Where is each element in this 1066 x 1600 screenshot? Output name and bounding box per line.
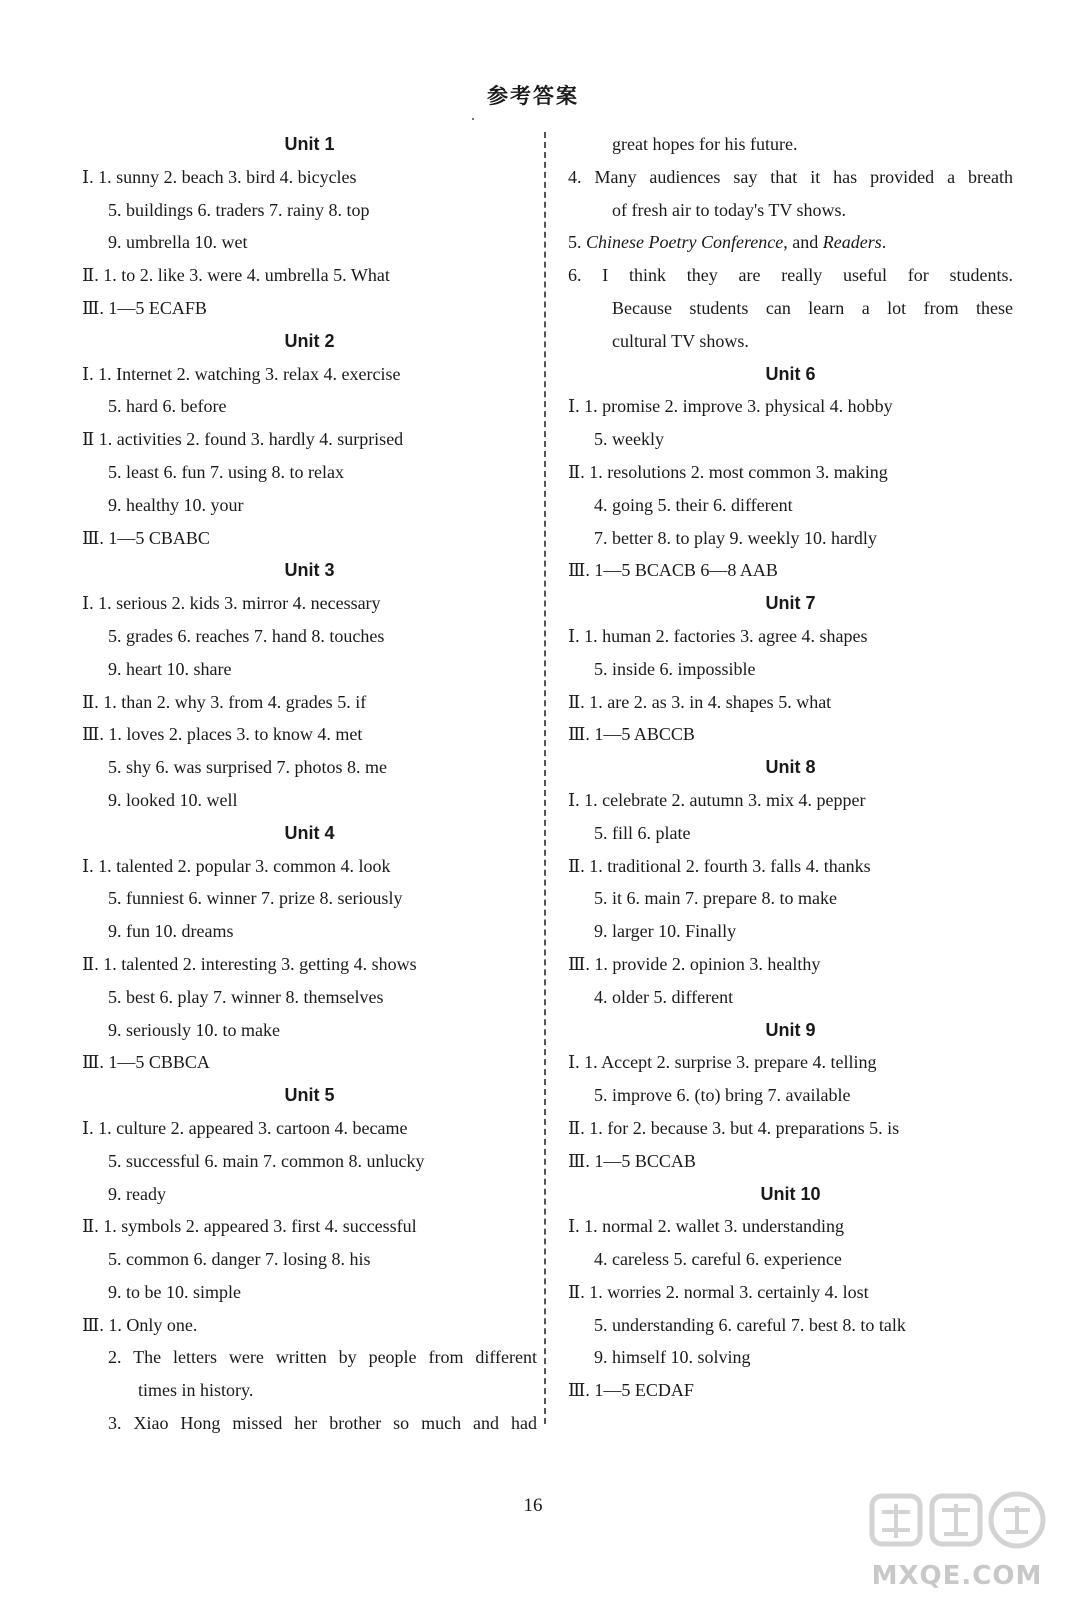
answer-line: 9. ready bbox=[108, 1183, 166, 1204]
answer-line: 5. inside 6. impossible bbox=[594, 658, 756, 679]
answer-line: 5. improve 6. (to) bring 7. available bbox=[594, 1085, 851, 1106]
answer-line: 3. Xiao Hong missed her brother so much and had bbox=[108, 1413, 537, 1434]
unit-heading: Unit 7 bbox=[765, 593, 816, 614]
answer-line: Ⅱ. 1. resolutions 2. most common 3. making bbox=[568, 461, 888, 482]
unit-heading: Unit 3 bbox=[284, 560, 335, 581]
answer-line: Ⅲ. 1. Only one. bbox=[82, 1314, 198, 1335]
answer-line: 5. fill 6. plate bbox=[594, 822, 691, 843]
column-divider bbox=[544, 132, 546, 1424]
answer-line: 9. to be 10. simple bbox=[108, 1281, 241, 1302]
answer-line: 4. careless 5. careful 6. experience bbox=[594, 1249, 842, 1270]
answer-line: 5. buildings 6. traders 7. rainy 8. top bbox=[108, 199, 370, 220]
answer-line: Ⅱ. 1. symbols 2. appeared 3. first 4. successful bbox=[82, 1216, 417, 1237]
answer-line: 5. least 6. fun 7. using 8. to relax bbox=[108, 461, 344, 482]
answer-line: 5. successful 6. main 7. common 8. unlucky bbox=[108, 1150, 425, 1171]
answer-line: Ⅱ 1. activities 2. found 3. hardly 4. surprised bbox=[82, 429, 404, 450]
answer-line: 5. best 6. play 7. winner 8. themselves bbox=[108, 986, 384, 1007]
page-title: 参考答案 bbox=[487, 84, 579, 108]
unit-heading: Unit 9 bbox=[765, 1019, 816, 1040]
answer-line: Ⅲ. 1—5 CBABC bbox=[82, 527, 210, 548]
stray-dot bbox=[472, 118, 474, 120]
answer-line: Ⅰ. 1. normal 2. wallet 3. understanding bbox=[568, 1216, 845, 1237]
answer-line: 9. looked 10. well bbox=[108, 789, 238, 810]
answer-line: Ⅲ. 1—5 CBBCA bbox=[82, 1052, 210, 1073]
answer-line: 6. I think they are really useful for students. bbox=[568, 265, 1013, 286]
answer-line: Ⅲ. 1. provide 2. opinion 3. healthy bbox=[568, 953, 821, 974]
answer-line: Ⅰ. 1. human 2. factories 3. agree 4. shapes bbox=[568, 625, 868, 646]
page-number: 16 bbox=[523, 1495, 543, 1516]
watermark-logo bbox=[862, 1488, 1052, 1593]
answer-line: Ⅰ. 1. Accept 2. surprise 3. prepare 4. telling bbox=[568, 1052, 877, 1073]
answer-line: Ⅰ. 1. sunny 2. beach 3. bird 4. bicycles bbox=[82, 166, 357, 187]
answer-line: Ⅱ. 1. to 2. like 3. were 4. umbrella 5. What bbox=[82, 265, 390, 286]
answer-line: 9. heart 10. share bbox=[108, 658, 232, 679]
unit-heading: Unit 10 bbox=[760, 1183, 821, 1204]
answer-line: 4. older 5. different bbox=[594, 986, 734, 1007]
answer-line: great hopes for his future. bbox=[612, 134, 798, 154]
unit-heading: Unit 2 bbox=[284, 330, 335, 351]
unit-heading: Unit 5 bbox=[284, 1085, 335, 1106]
answer-line: 9. fun 10. dreams bbox=[108, 921, 234, 942]
answer-line: 5. common 6. danger 7. losing 8. his bbox=[108, 1249, 371, 1270]
left-column bbox=[82, 128, 537, 1440]
answer-line: 5. understanding 6. careful 7. best 8. to talk bbox=[594, 1314, 906, 1335]
unit-heading: Unit 8 bbox=[765, 757, 816, 778]
answer-line: 9. umbrella 10. wet bbox=[108, 232, 248, 253]
answer-line: Ⅱ. 1. talented 2. interesting 3. getting 4. shows bbox=[82, 953, 417, 974]
answer-line: 5. Chinese Poetry Conference, and Readers. bbox=[568, 232, 887, 253]
answer-line: 9. larger 10. Finally bbox=[594, 921, 737, 942]
answer-line: 4. Many audiences say that it has provided a breath bbox=[568, 166, 1013, 187]
answer-line: 5. funniest 6. winner 7. prize 8. seriously bbox=[108, 888, 403, 909]
watermark-seal-icon bbox=[862, 1488, 1052, 1563]
answer-line: Ⅱ. 1. than 2. why 3. from 4. grades 5. if bbox=[82, 691, 367, 712]
answer-line: cultural TV shows. bbox=[612, 330, 749, 351]
answer-line: Ⅰ. 1. promise 2. improve 3. physical 4. hobby bbox=[568, 396, 893, 417]
answer-line: Ⅱ. 1. are 2. as 3. in 4. shapes 5. what bbox=[568, 691, 832, 712]
answer-line: 5. hard 6. before bbox=[108, 396, 227, 417]
answer-line: Because students can learn a lot from these bbox=[612, 297, 1013, 318]
unit-heading: Unit 6 bbox=[765, 363, 816, 384]
answer-line: Ⅲ. 1—5 ABCCB bbox=[568, 724, 695, 745]
answer-line: Ⅰ. 1. Internet 2. watching 3. relax 4. exercise bbox=[82, 363, 401, 384]
answer-line: Ⅲ. 1—5 ECAFB bbox=[82, 297, 207, 318]
right-column bbox=[568, 128, 1013, 1407]
watermark-text: MXQE.COM bbox=[871, 1561, 1043, 1591]
answer-line: Ⅲ. 1—5 BCCAB bbox=[568, 1150, 696, 1171]
answer-line: 5. weekly bbox=[594, 429, 664, 450]
answer-line: Ⅱ. 1. worries 2. normal 3. certainly 4. lost bbox=[568, 1281, 869, 1302]
answer-line: 9. healthy 10. your bbox=[108, 494, 244, 515]
answer-line: Ⅲ. 1—5 ECDAF bbox=[568, 1380, 694, 1401]
answer-line: Ⅰ. 1. talented 2. popular 3. common 4. look bbox=[82, 855, 391, 876]
answer-line: 2. The letters were written by people from different bbox=[108, 1347, 537, 1368]
answer-line: 7. better 8. to play 9. weekly 10. hardly bbox=[594, 527, 877, 548]
answer-line: times in history. bbox=[138, 1380, 254, 1401]
unit-heading: Unit 4 bbox=[284, 822, 335, 843]
answer-line: 9. himself 10. solving bbox=[594, 1347, 751, 1368]
answer-line: 5. it 6. main 7. prepare 8. to make bbox=[594, 888, 837, 909]
answer-line: 9. seriously 10. to make bbox=[108, 1019, 280, 1040]
answer-line: Ⅲ. 1. loves 2. places 3. to know 4. met bbox=[82, 724, 363, 745]
answer-line: of fresh air to today's TV shows. bbox=[612, 199, 847, 220]
answer-line: Ⅰ. 1. culture 2. appeared 3. cartoon 4. became bbox=[82, 1117, 408, 1138]
unit-heading: Unit 1 bbox=[284, 134, 335, 154]
answer-line: Ⅰ. 1. celebrate 2. autumn 3. mix 4. pepper bbox=[568, 789, 866, 810]
answer-line: Ⅱ. 1. for 2. because 3. but 4. preparations 5. is bbox=[568, 1117, 900, 1138]
answer-line: Ⅰ. 1. serious 2. kids 3. mirror 4. necessary bbox=[82, 593, 381, 614]
answer-line: 4. going 5. their 6. different bbox=[594, 494, 793, 515]
answer-line: 5. shy 6. was surprised 7. photos 8. me bbox=[108, 757, 387, 778]
answer-line: Ⅱ. 1. traditional 2. fourth 3. falls 4. thanks bbox=[568, 855, 871, 876]
answer-line: Ⅲ. 1—5 BCACB 6—8 AAB bbox=[568, 560, 778, 581]
answer-line: 5. grades 6. reaches 7. hand 8. touches bbox=[108, 625, 385, 646]
